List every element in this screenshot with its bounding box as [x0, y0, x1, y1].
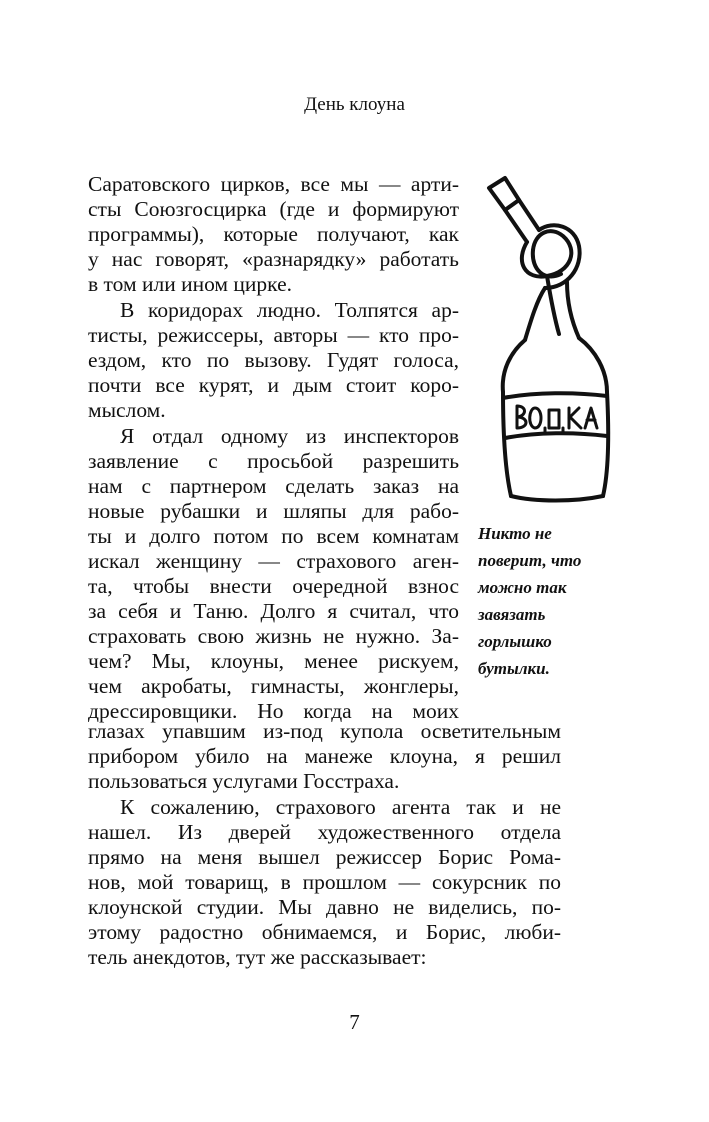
- text-line: клоунской студии. Мы давно не виделись, по-: [88, 895, 561, 919]
- text-line: нашел. Из дверей художественного отдела: [88, 820, 561, 844]
- text-line: искал женщину — страхового аген-: [88, 549, 459, 573]
- caption-line: поверит, что: [478, 551, 582, 570]
- text-line: новые рубашки и шляпы для рабо-: [88, 499, 459, 523]
- text-line: нов, мой товарищ, в прошлом — сокурсник по: [88, 870, 561, 894]
- caption-line: можно так: [478, 578, 567, 597]
- text-line: тель анекдотов, тут же рассказывает:: [88, 945, 427, 969]
- text-line: В коридорах людно. Толпятся ар-: [120, 298, 459, 322]
- text-line: у нас говорят, «разнарядку» работать: [88, 247, 459, 271]
- caption-line: горлышко: [478, 632, 552, 651]
- text-line: программы), которые получают, как: [88, 222, 459, 246]
- text-line: ездом, кто по вызову. Гудят голоса,: [88, 348, 459, 372]
- text-line: пользоваться услугами Госстраха.: [88, 769, 400, 793]
- text-line: тисты, режиссеры, авторы — кто про-: [88, 323, 459, 347]
- bottle-illustration-icon: [475, 170, 625, 510]
- text-line: нам с партнером сделать заказ на: [88, 474, 459, 498]
- text-line: глазах упавшим из-под купола осветительным: [88, 719, 561, 743]
- text-line: за себя и Таню. Долго я считал, что: [88, 599, 459, 623]
- caption-line: Никто не: [478, 524, 552, 543]
- page-number: 7: [349, 1010, 360, 1034]
- text-line: в том или ином цирке.: [88, 272, 292, 296]
- text-line: чем акробаты, гимнасты, жонглеры,: [88, 674, 459, 698]
- text-line: почти все курят, и дым стоит коро-: [88, 373, 459, 397]
- text-line: чем? Мы, клоуны, менее рискуем,: [88, 649, 459, 673]
- text-line: сты Союзгосцирка (где и формируют: [88, 197, 459, 221]
- text-line: заявление с просьбой разрешить: [88, 449, 459, 473]
- text-line: дрессировщики. Но когда на моих: [88, 699, 459, 723]
- text-line: этому радостно обнимаемся, и Борис, люби-: [88, 920, 561, 944]
- running-header: День клоуна: [304, 94, 405, 115]
- text-line: прямо на меня вышел режиссер Борис Рома-: [88, 845, 561, 869]
- text-line: прибором убило на манеже клоуна, я решил: [88, 744, 561, 768]
- text-line: ты и долго потом по всем комнатам: [88, 524, 459, 548]
- text-line: К сожалению, страхового агента так и не: [120, 795, 561, 819]
- illustration-caption: [478, 520, 581, 682]
- caption-line: завязать: [478, 605, 546, 624]
- caption-line: бутылки.: [478, 659, 550, 678]
- text-line: Я отдал одному из инспекторов: [120, 424, 459, 448]
- text-line: Саратовского цирков, все мы — арти-: [88, 172, 459, 196]
- text-line: та, чтобы внести очередной взнос: [88, 574, 459, 598]
- text-line: мыслом.: [88, 398, 166, 422]
- text-line: страховать свою жизнь не нужно. За-: [88, 624, 459, 648]
